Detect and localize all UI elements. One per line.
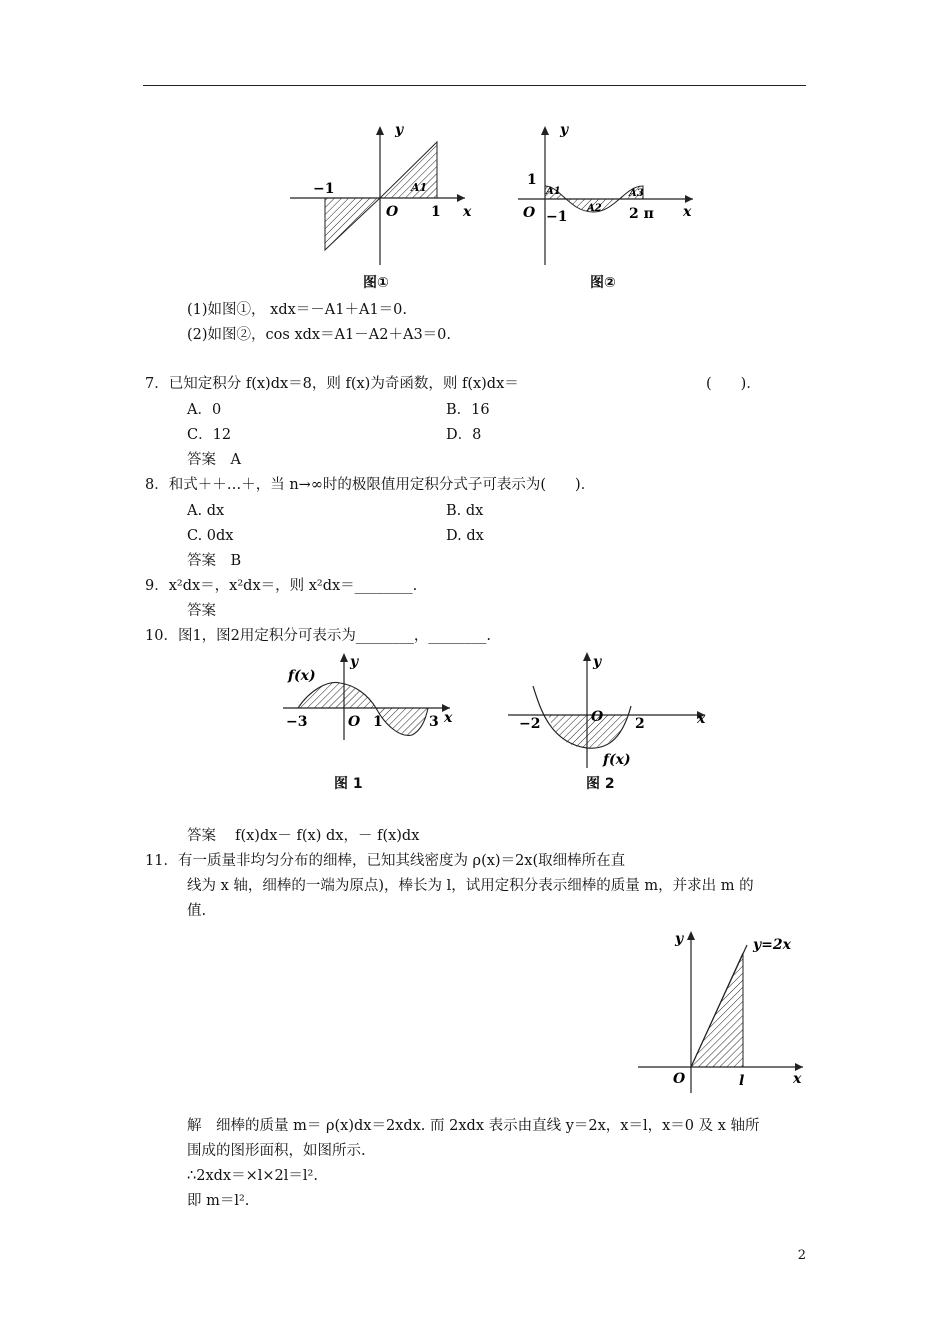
y-label: y (350, 654, 359, 670)
line-label: y=2x (753, 937, 791, 953)
tick-3: 3 (429, 714, 439, 730)
figure-q10-1-caption: 图 1 (334, 776, 363, 792)
solution-line1: 解 细棒的质量 m＝ ρ(x)dx＝2xdx. 而 2xdx 表示由直线 y＝2x，x＝l，x＝0 及 x 轴所 (187, 1118, 760, 1134)
tick-1: 1 (373, 714, 383, 730)
q7-option-b: B．16 (446, 402, 490, 418)
tick-m2: −2 (519, 716, 541, 732)
y-label: y (593, 654, 602, 670)
question-11-line2: 线为 x 轴，细棒的一端为原点)，棒长为 l，试用定积分表示细棒的质量 m，并求出 m 的 (187, 878, 754, 894)
solution-line4: 即 m＝l². (187, 1193, 250, 1209)
figure-rod (635, 925, 810, 1095)
tick-neg1: −1 (313, 181, 335, 197)
x-label: x (463, 204, 472, 220)
tick-2pi: 2 π (629, 206, 654, 222)
tick-l: l (739, 1073, 745, 1089)
q7-option-c: C．12 (187, 427, 232, 443)
question-9: 9．x²dx＝，x²dx＝，则 x²dx＝________. (145, 578, 418, 594)
question-7-paren: ( )． (706, 376, 761, 392)
figure-2-caption: 图② (590, 275, 616, 291)
x-label: x (683, 204, 692, 220)
origin-label: O (348, 714, 361, 730)
q8-option-a: A. dx (187, 503, 225, 519)
q8-option-d: D. dx (446, 528, 484, 544)
x-label: x (697, 711, 706, 727)
x-label: x (793, 1071, 802, 1087)
q7-option-d: D．8 (446, 427, 482, 443)
line-l2: (2)如图②，cos xdx＝A1－A2＋A3＝0. (187, 327, 452, 343)
header-rule (143, 85, 806, 86)
tick-1: 1 (431, 204, 441, 220)
tick-m3: −3 (286, 714, 308, 730)
question-8: 8．和式＋＋…＋，当 n→∞时的极限值用定积分式子可表示为( )． (145, 477, 596, 493)
question-11-line1: 11．有一质量非均匀分布的细棒，已知其线密度为 ρ(x)＝2x(取细棒所在直 (145, 853, 626, 869)
curve-neg (376, 708, 428, 735)
tick-neg1: −1 (546, 209, 568, 225)
origin-label: O (523, 205, 536, 221)
page-number: 2 (797, 1248, 806, 1263)
y-label: y (560, 122, 569, 138)
question-11-line3: 值. (187, 903, 207, 919)
q8-option-c: C. 0dx (187, 528, 234, 544)
x-label: x (444, 710, 453, 726)
curve-pos (298, 682, 376, 708)
figure-q10-1 (280, 650, 460, 765)
area-neg (325, 198, 380, 250)
y-label: y (395, 122, 404, 138)
area-a2: A2 (587, 203, 602, 214)
question-10: 10．图1，图2用定积分可表示为________，________. (145, 628, 492, 644)
y-label: y (675, 931, 684, 947)
question-7: 7．已知定积分 f(x)dx＝8，则 f(x)为奇函数，则 f(x)dx＝ (145, 376, 519, 392)
q8-answer: 答案 B (187, 553, 242, 569)
tick-2: 2 (635, 716, 645, 732)
line-l1: (1)如图①， xdx＝－A1＋A1＝0. (187, 302, 408, 318)
q7-option-a: A．0 (187, 402, 222, 418)
area-pos (380, 142, 437, 198)
area-a3: A3 (629, 188, 644, 199)
q10-answer: 答案 f(x)dx－ f(x) dx，－ f(x)dx (187, 828, 420, 844)
fx-label: f(x) (603, 752, 631, 768)
origin-label: O (591, 709, 604, 725)
parabola-area (548, 715, 627, 748)
tick-1: 1 (527, 172, 537, 188)
fx-label: f(x) (288, 668, 316, 684)
q8-option-b: B. dx (446, 503, 484, 519)
figure-1-caption: 图① (363, 275, 389, 291)
q9-answer: 答案 (187, 603, 216, 619)
figure-1-odd-function (285, 120, 475, 270)
area-a1: A1 (546, 186, 561, 197)
origin-label: O (673, 1071, 686, 1087)
q7-answer: 答案 A (187, 452, 241, 468)
figure-2-cosine (515, 120, 705, 270)
figure-q10-2-caption: 图 2 (586, 776, 615, 792)
figure-q10-2 (505, 648, 715, 770)
solution-line3: ∴2xdx＝×l×2l＝l². (187, 1168, 318, 1184)
solution-line2: 围成的图形面积，如图所示. (187, 1143, 366, 1159)
area-label: A1 (411, 181, 428, 194)
origin-label: O (386, 204, 399, 220)
